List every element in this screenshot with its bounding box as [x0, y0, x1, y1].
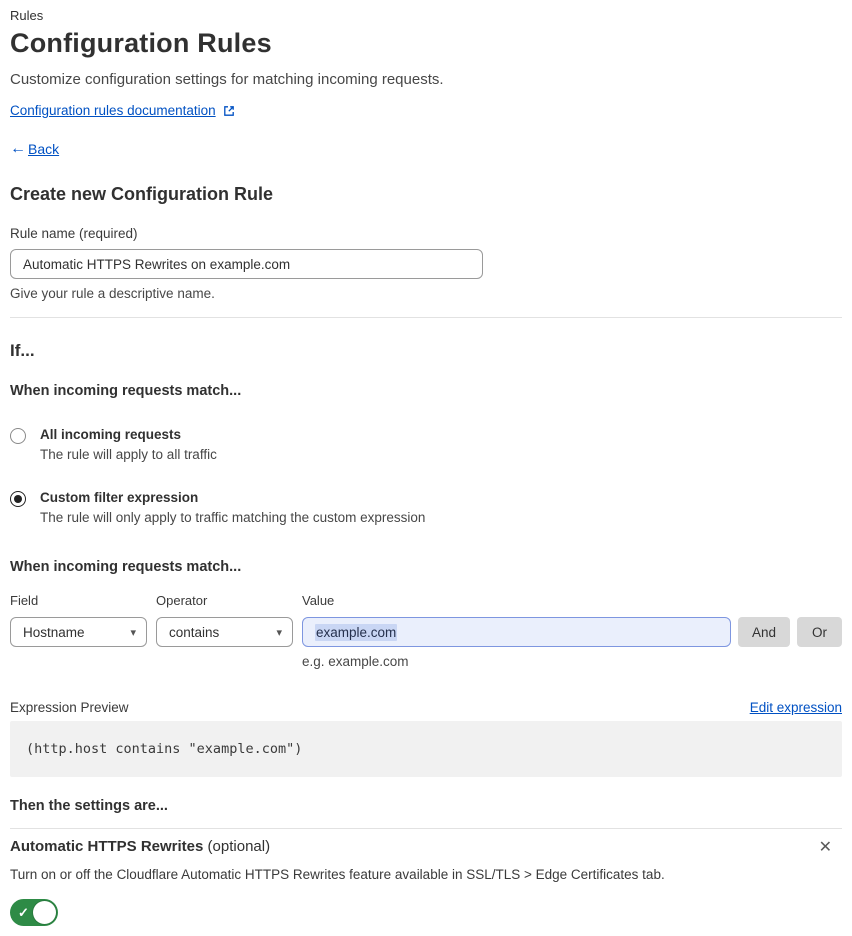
value-column-label: Value	[302, 593, 335, 608]
operator-column-label: Operator	[156, 593, 208, 608]
documentation-link[interactable]: Configuration rules documentation	[10, 103, 216, 118]
radio-option-custom-expression[interactable]	[10, 490, 842, 525]
and-button[interactable]: And	[738, 617, 790, 647]
setting-title-text: Automatic HTTPS Rewrites	[10, 838, 204, 855]
toggle-knob	[33, 901, 56, 924]
page-title: Configuration Rules	[10, 28, 272, 58]
setting-card-automatic-https-rewrites	[10, 828, 842, 926]
external-link-icon	[223, 105, 235, 117]
setting-card-title-row	[10, 838, 842, 858]
radio-option-texts	[40, 490, 425, 525]
documentation-link-row	[10, 103, 842, 118]
rule-name-helper: Give your rule a descriptive name.	[10, 286, 215, 301]
expression-preview-box	[10, 721, 842, 777]
breadcrumb: Rules	[10, 8, 44, 23]
if-heading: If...	[10, 341, 35, 360]
setting-card-title	[10, 838, 270, 855]
field-selected-value: Hostname	[23, 624, 85, 640]
filter-builder-heading: When incoming requests match...	[10, 559, 242, 575]
value-input-text: example.com	[316, 624, 397, 640]
automatic-https-rewrites-toggle[interactable]	[10, 899, 58, 926]
operator-selected-value: contains	[169, 624, 220, 640]
operator-select[interactable]	[156, 617, 293, 647]
expression-code: (http.host contains "example.com")	[26, 741, 303, 757]
or-button[interactable]: Or	[797, 617, 842, 647]
field-column-label: Field	[10, 593, 39, 608]
value-helper-text: e.g. example.com	[302, 654, 409, 669]
filter-builder-row	[10, 617, 842, 647]
radio-label: Custom filter expression	[40, 490, 199, 505]
chevron-down-icon: ▾	[276, 626, 282, 639]
back-link[interactable]: Back	[28, 141, 60, 157]
back-arrow-icon: ←	[10, 140, 26, 157]
field-select[interactable]	[10, 617, 147, 647]
radio-description: The rule will only apply to traffic matching the custom expression	[40, 510, 426, 525]
edit-expression-link[interactable]: Edit expression	[749, 700, 842, 715]
back-link-row	[10, 141, 842, 157]
radio-option-all-requests[interactable]	[10, 427, 842, 462]
radio-selected-icon[interactable]	[10, 491, 26, 507]
expression-preview-label: Expression Preview	[10, 700, 129, 715]
rule-name-input[interactable]	[10, 249, 483, 279]
expression-preview-header	[10, 700, 842, 715]
setting-description: Turn on or off the Cloudflare Automatic HTTPS Rewrites feature available in SSL/TLS > Edge Certificates tab.	[10, 867, 665, 882]
filter-column-labels	[10, 593, 842, 608]
radio-label: All incoming requests	[40, 427, 182, 442]
radio-unselected-icon[interactable]	[10, 428, 26, 444]
incoming-match-label: When incoming requests match...	[10, 383, 242, 399]
close-icon[interactable]: ✕	[815, 838, 836, 858]
radio-description: The rule will apply to all traffic	[40, 447, 217, 462]
value-input[interactable]	[302, 617, 731, 647]
create-rule-heading: Create new Configuration Rule	[10, 184, 274, 204]
toggle-check-icon: ✓	[18, 904, 29, 920]
then-settings-heading: Then the settings are...	[10, 798, 168, 814]
setting-optional-text: (optional)	[203, 838, 271, 855]
radio-option-texts	[40, 427, 217, 462]
chevron-down-icon: ▾	[130, 626, 136, 639]
section-divider	[10, 317, 842, 318]
rule-name-label: Rule name (required)	[10, 226, 138, 241]
page-subtitle: Customize configuration settings for matching incoming requests.	[10, 71, 444, 88]
